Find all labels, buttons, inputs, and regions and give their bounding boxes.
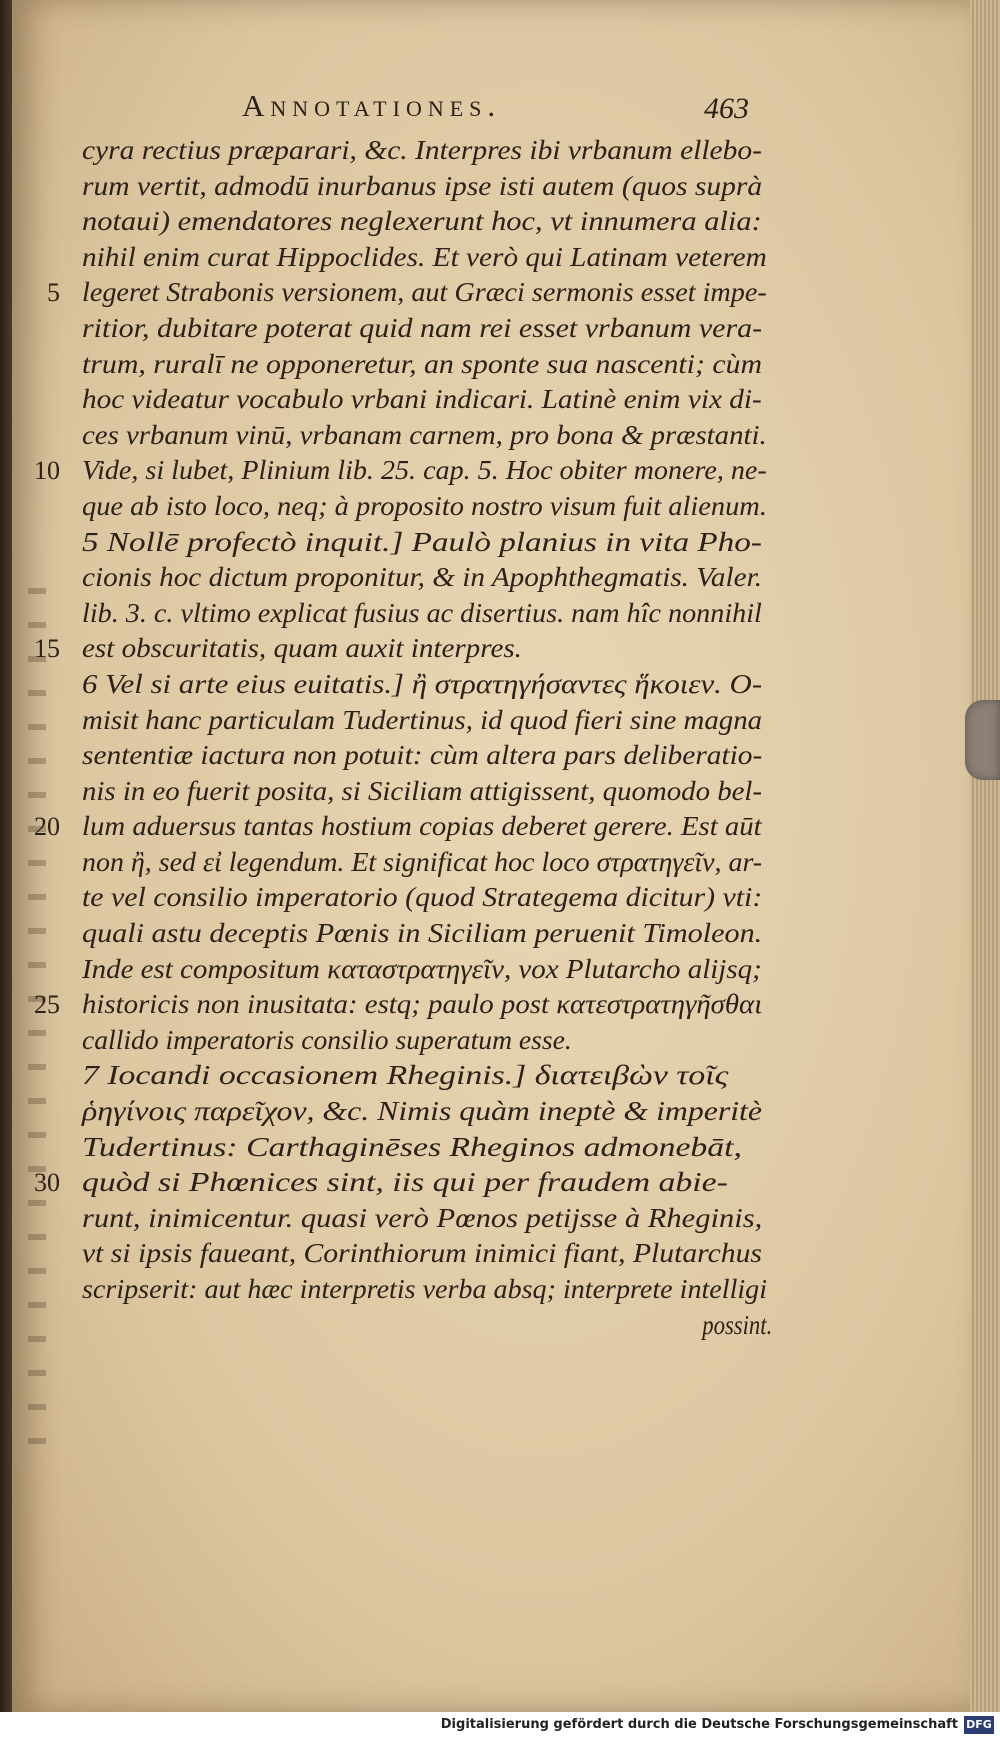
page-clip — [965, 700, 1000, 780]
line-number: 15 — [34, 634, 60, 664]
line-text: nihil enim curat Hippoclides. Et verò qui Latinam veterem — [82, 241, 767, 272]
text-line — [82, 311, 772, 347]
page-fore-edge — [970, 0, 1000, 1712]
text-line — [82, 133, 772, 169]
line-text: callido imperatoris consilio superatum esse. — [82, 1024, 572, 1055]
text-line — [82, 1058, 772, 1094]
line-text: ces vrbanum vinū, vrbanam carnem, pro bona & præstanti. — [82, 419, 767, 450]
dfg-logo: DFG — [964, 1716, 994, 1734]
line-text: lib. 3. c. vltimo explicat fusius ac disertius. nam hîc nonnihil — [82, 597, 762, 628]
text-line — [82, 347, 772, 383]
line-text: Inde est compositum καταστρατηγεῖν, vox Plutarcho alijsq; — [82, 953, 762, 984]
line-text: Vide, si lubet, Plinium lib. 25. cap. 5. Hoc obiter monere, ne- — [82, 455, 767, 486]
line-text: quòd si Phœnices sint, iis qui per fraudem abie- — [82, 1167, 728, 1198]
text-line — [82, 382, 772, 418]
line-text: trum, ruralī ne opponeretur, an sponte sua nascenti; cùm — [82, 348, 763, 379]
line-number: 10 — [34, 456, 60, 486]
page-number: 463 — [704, 92, 749, 125]
text-line — [82, 525, 772, 561]
body-text — [34, 133, 772, 1343]
text-line — [34, 1165, 772, 1201]
text-line — [82, 774, 772, 810]
text-line — [82, 1023, 772, 1059]
text-line — [34, 987, 772, 1023]
line-text: quali astu deceptis Pœnis in Siciliam peruenit Timoleon. — [82, 918, 763, 949]
text-line — [34, 809, 772, 845]
line-text: sententiæ iactura non potuit: cùm altera pars deliberatio- — [82, 740, 763, 771]
line-text: non ἢ, sed εἰ legendum. Et significat hoc loco στρατηγεῖν, ar- — [82, 846, 763, 877]
line-text: que ab isto loco, neq; à proposito nostro visum fuit alienum. — [82, 490, 767, 521]
line-text: misit hanc particulam Tudertinus, id quod fieri sine magna — [82, 704, 763, 735]
line-text: vt si ipsis faueant, Corinthiorum inimici fiant, Plutarchus — [82, 1238, 762, 1269]
line-number: 5 — [47, 278, 60, 308]
line-number: 30 — [34, 1168, 60, 1198]
text-line — [82, 880, 772, 916]
line-text: legeret Strabonis versionem, aut Græci sermonis esset impe- — [82, 277, 767, 308]
text-line — [82, 596, 772, 632]
line-text: 5 Nollē profectò inquit.] Paulò planius in vita Pho- — [82, 526, 762, 557]
line-text: scripserit: aut hæc interpretis verba absq; interprete intelligi — [82, 1274, 768, 1304]
text-line — [82, 845, 772, 881]
line-text: possint. — [701, 1309, 772, 1340]
text-line — [82, 560, 772, 596]
text-line — [82, 1130, 772, 1166]
line-text: cionis hoc dictum proponitur, & in Apophthegmatis. Valer. — [82, 562, 763, 593]
line-text: notaui) emendatores neglexerunt hoc, vt innumera alia: — [82, 206, 762, 237]
text-line — [82, 240, 772, 276]
text-line — [47, 275, 772, 311]
line-text: est obscuritatis, quam auxit interpres. — [82, 633, 522, 664]
line-text: te vel consilio imperatorio (quod Strategema dicitur) vti: — [82, 882, 763, 913]
text-line — [82, 204, 772, 240]
line-text: Tudertinus: Carthaginēses Rheginos admonebāt, — [82, 1131, 742, 1162]
text-line — [34, 453, 772, 489]
text-line — [82, 1308, 772, 1344]
line-text: lum aduersus tantas hostium copias deberet gerere. Est aūt — [82, 811, 762, 842]
text-line — [82, 169, 772, 205]
line-number: 20 — [34, 812, 60, 842]
text-line — [82, 667, 772, 703]
text-line — [82, 703, 772, 739]
digitization-footer — [0, 1712, 1000, 1740]
text-line — [82, 738, 772, 774]
text-line — [82, 952, 772, 988]
footer-credit: Digitalisierung gefördert durch die Deutsche Forschungsgemeinschaft — [440, 1717, 958, 1732]
line-text: historicis non inusitata: estq; paulo post κατεστρατηγῆσθαι — [82, 989, 763, 1020]
line-text: 7 Iocandi occasionem Rheginis.] διατειβὼν τοῖς — [82, 1060, 729, 1091]
text-line — [82, 1272, 772, 1308]
text-line — [82, 1094, 772, 1130]
line-text: runt, inimicentur. quasi verò Pœnos petijsse à Rheginis, — [82, 1202, 763, 1233]
text-line — [82, 489, 772, 525]
text-line — [34, 631, 772, 667]
line-text: ῥηγίνοις παρεῖχον, &c. Nimis quàm ineptè & imperitè — [82, 1096, 762, 1127]
book-page — [12, 0, 970, 1712]
line-text: cyra rectius præparari, &c. Interpres ibi vrbanum ellebo- — [82, 135, 762, 165]
line-text: nis in eo fuerit posita, si Siciliam attigissent, quomodo bel- — [82, 775, 763, 806]
text-line — [82, 916, 772, 952]
line-number: 25 — [34, 990, 60, 1020]
text-line — [82, 1236, 772, 1272]
line-text: ritior, dubitare poterat quid nam rei esset vrbanum vera- — [82, 312, 763, 343]
line-text: hoc videatur vocabulo vrbani indicari. Latinè enim vix di- — [82, 384, 762, 415]
line-text: 6 Vel si arte eius euitatis.] ἢ στρατηγήσαντες ἥκοιεν. O- — [82, 668, 763, 699]
text-line — [82, 1201, 772, 1237]
running-title: Annotationes. — [242, 88, 502, 123]
text-line — [82, 418, 772, 454]
line-text: rum vertit, admodū inurbanus ipse isti autem (quos suprà — [82, 170, 763, 201]
